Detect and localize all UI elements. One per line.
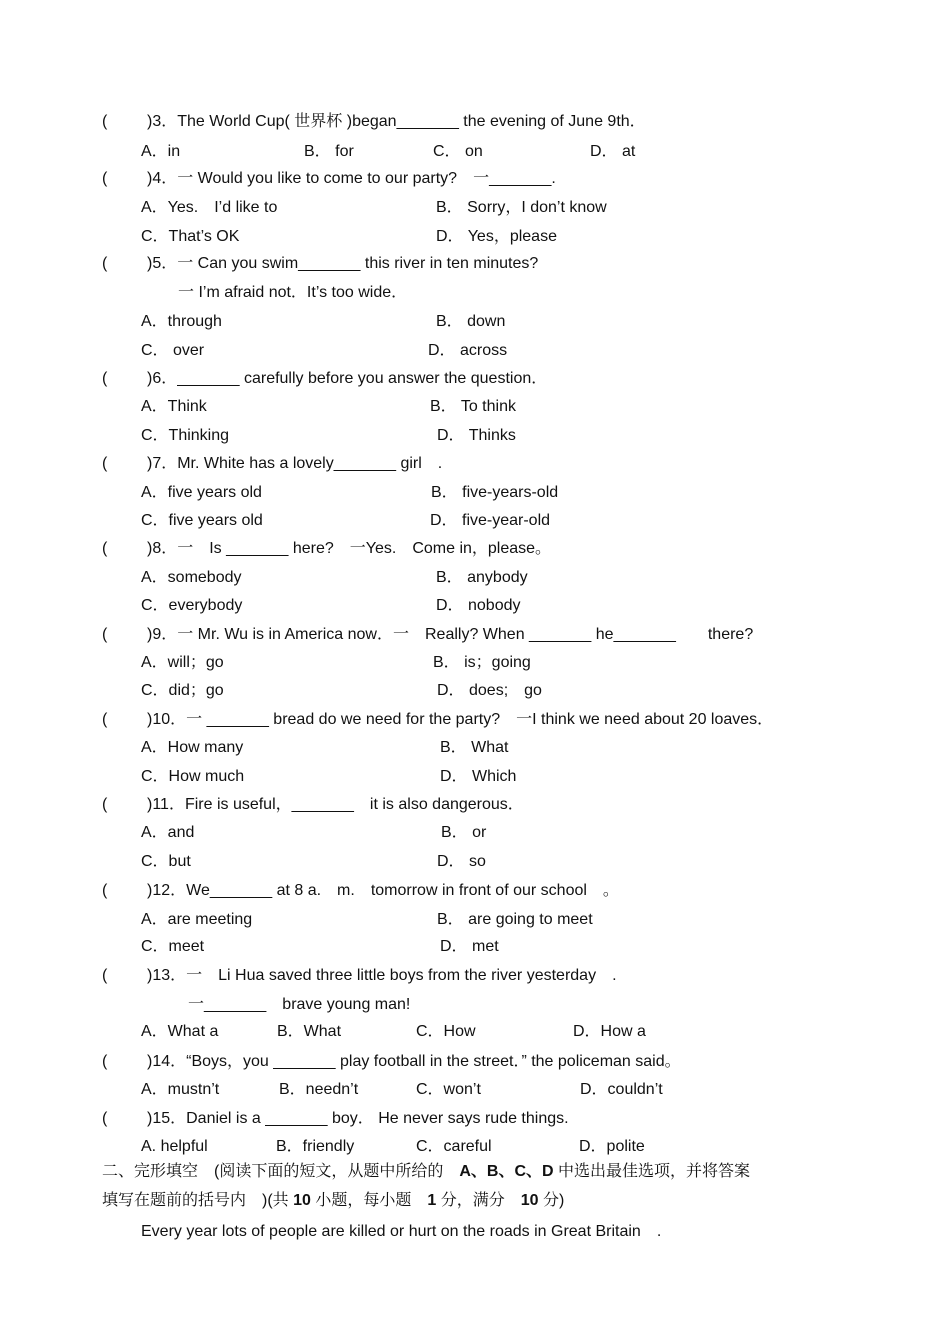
question-stem: )10．一 _______ bread do we need for the party? 一I think we need about 20 loaves． bbox=[147, 711, 774, 728]
answer-paren: ( bbox=[102, 796, 108, 813]
question-count: 10 bbox=[293, 1192, 311, 1209]
option-d: D． does; go bbox=[437, 682, 542, 699]
option-c: C．careful bbox=[416, 1138, 492, 1155]
option-c: C．five years old bbox=[141, 512, 263, 529]
answer-paren: ( bbox=[102, 540, 108, 557]
option-c: C．Thinking bbox=[141, 427, 230, 444]
option-b: B． are going to meet bbox=[437, 911, 593, 928]
answer-paren: ( bbox=[102, 1053, 108, 1070]
option-d: D． met bbox=[440, 938, 499, 955]
option-a: A．five years old bbox=[141, 484, 262, 501]
option-d: D． Yes，please bbox=[436, 228, 557, 245]
option-d: D．couldn’t bbox=[580, 1081, 663, 1098]
question-stem: )7．Mr. White has a lovely_______ girl . bbox=[147, 455, 443, 472]
option-a: A．and bbox=[141, 824, 195, 841]
option-d: D．How a bbox=[573, 1023, 646, 1040]
option-c: C．won’t bbox=[416, 1081, 481, 1098]
option-a: A．Think bbox=[141, 398, 207, 415]
option-b: B． five-years-old bbox=[431, 484, 559, 501]
option-b: B． down bbox=[436, 313, 506, 330]
answer-paren: ( bbox=[102, 170, 108, 187]
section-heading-part: 分，满分 bbox=[436, 1192, 521, 1209]
option-b: B． for bbox=[304, 143, 354, 160]
points-each: 1 bbox=[427, 1192, 437, 1209]
option-b: B． Sorry，I don’t know bbox=[436, 199, 607, 216]
question-stem: )13．一 Li Hua saved three little boys from the river yesterday . bbox=[147, 967, 617, 984]
option-c: C．How bbox=[416, 1023, 476, 1040]
answer-paren: ( bbox=[102, 255, 108, 272]
option-c: C．but bbox=[141, 853, 191, 870]
option-a: A．What a bbox=[141, 1023, 219, 1040]
option-b: B．What bbox=[277, 1023, 342, 1040]
section-heading-part: 小题，每小题 bbox=[310, 1192, 428, 1209]
option-c: C．How much bbox=[141, 768, 245, 785]
option-c: C．That’s OK bbox=[141, 228, 240, 245]
answer-paren: ( bbox=[102, 711, 108, 728]
option-d: D．polite bbox=[579, 1138, 645, 1155]
section-heading-part: 二、完形填空 (阅读下面的短文，从题中所给的 bbox=[102, 1163, 460, 1180]
option-c: C．everybody bbox=[141, 597, 243, 614]
section-heading-line2 bbox=[102, 1191, 564, 1211]
question-stem: )8．一 Is _______ here? 一Yes. Come in，please。 bbox=[147, 540, 552, 557]
section-heading-letters: A、B、C、D bbox=[459, 1163, 554, 1180]
question-stem: )14．“Boys，you _______ play football in the street．” the policeman said。 bbox=[147, 1053, 681, 1070]
option-d: D． Which bbox=[440, 768, 517, 785]
option-b: B． is；going bbox=[433, 654, 531, 671]
section-heading-part: 中选出最佳选项，并将答案 bbox=[553, 1163, 751, 1180]
question-stem: )4．一 Would you like to come to our party? 一_______. bbox=[147, 170, 556, 187]
answer-paren: ( bbox=[102, 882, 108, 899]
option-a: A．How many bbox=[141, 739, 244, 756]
option-c: C．meet bbox=[141, 938, 205, 955]
question-stem-line2: 一 I’m afraid not．It’s too wide． bbox=[178, 284, 408, 301]
option-d: D． nobody bbox=[436, 597, 521, 614]
option-a: A．mustn’t bbox=[141, 1081, 220, 1098]
option-a: A．through bbox=[141, 313, 222, 330]
option-c: C． over bbox=[141, 342, 205, 359]
answer-paren: ( bbox=[102, 455, 108, 472]
section-heading bbox=[102, 1162, 750, 1182]
question-stem: )15．Daniel is a _______ boy． He never says rude things. bbox=[147, 1110, 569, 1127]
option-d: D． across bbox=[428, 342, 508, 359]
option-b: B． To think bbox=[430, 398, 516, 415]
option-b: B．friendly bbox=[276, 1138, 355, 1155]
question-stem: )11．Fire is useful，_______ it is also dangerous． bbox=[147, 796, 524, 813]
answer-paren: ( bbox=[102, 113, 108, 130]
option-a: A．in bbox=[141, 143, 181, 160]
option-a: A．will；go bbox=[141, 654, 224, 671]
option-a: A. helpful bbox=[141, 1138, 208, 1155]
question-stem: )5．一 Can you swim_______ this river in ten minutes? bbox=[147, 255, 539, 272]
option-d: D． so bbox=[437, 853, 486, 870]
answer-paren: ( bbox=[102, 626, 108, 643]
option-d: D． Thinks bbox=[437, 427, 516, 444]
option-d: D． at bbox=[590, 143, 636, 160]
answer-paren: ( bbox=[102, 1110, 108, 1127]
question-stem: )3．The World Cup( 世界杯 )began_______ the evening of June 9th． bbox=[147, 113, 646, 130]
option-b: B． or bbox=[441, 824, 487, 841]
passage-text: Every year lots of people are killed or hurt on the roads in Great Britain . bbox=[141, 1223, 662, 1240]
question-stem: )6．_______ carefully before you answer the question． bbox=[147, 370, 548, 387]
option-d: D． five-year-old bbox=[430, 512, 551, 529]
option-c: C． on bbox=[433, 143, 483, 160]
option-c: C．did；go bbox=[141, 682, 224, 699]
answer-paren: ( bbox=[102, 370, 108, 387]
option-b: B． What bbox=[440, 739, 509, 756]
option-b: B．needn’t bbox=[279, 1081, 359, 1098]
question-stem: )12．We_______ at 8 a. m. tomorrow in front of our school 。 bbox=[147, 882, 619, 899]
option-a: A．somebody bbox=[141, 569, 242, 586]
option-a: A．Yes. I’d like to bbox=[141, 199, 278, 216]
question-stem: )9．一 Mr. Wu is in America now．一 Really? When _______ he_______ there? bbox=[147, 626, 754, 643]
section-heading-part: 分) bbox=[538, 1192, 565, 1209]
question-stem-line2: 一_______ brave young man! bbox=[188, 996, 411, 1013]
answer-paren: ( bbox=[102, 967, 108, 984]
section-heading-part: 填写在题前的括号内 )(共 bbox=[102, 1192, 294, 1209]
option-a: A．are meeting bbox=[141, 911, 253, 928]
points-total: 10 bbox=[520, 1192, 539, 1209]
option-b: B． anybody bbox=[436, 569, 528, 586]
